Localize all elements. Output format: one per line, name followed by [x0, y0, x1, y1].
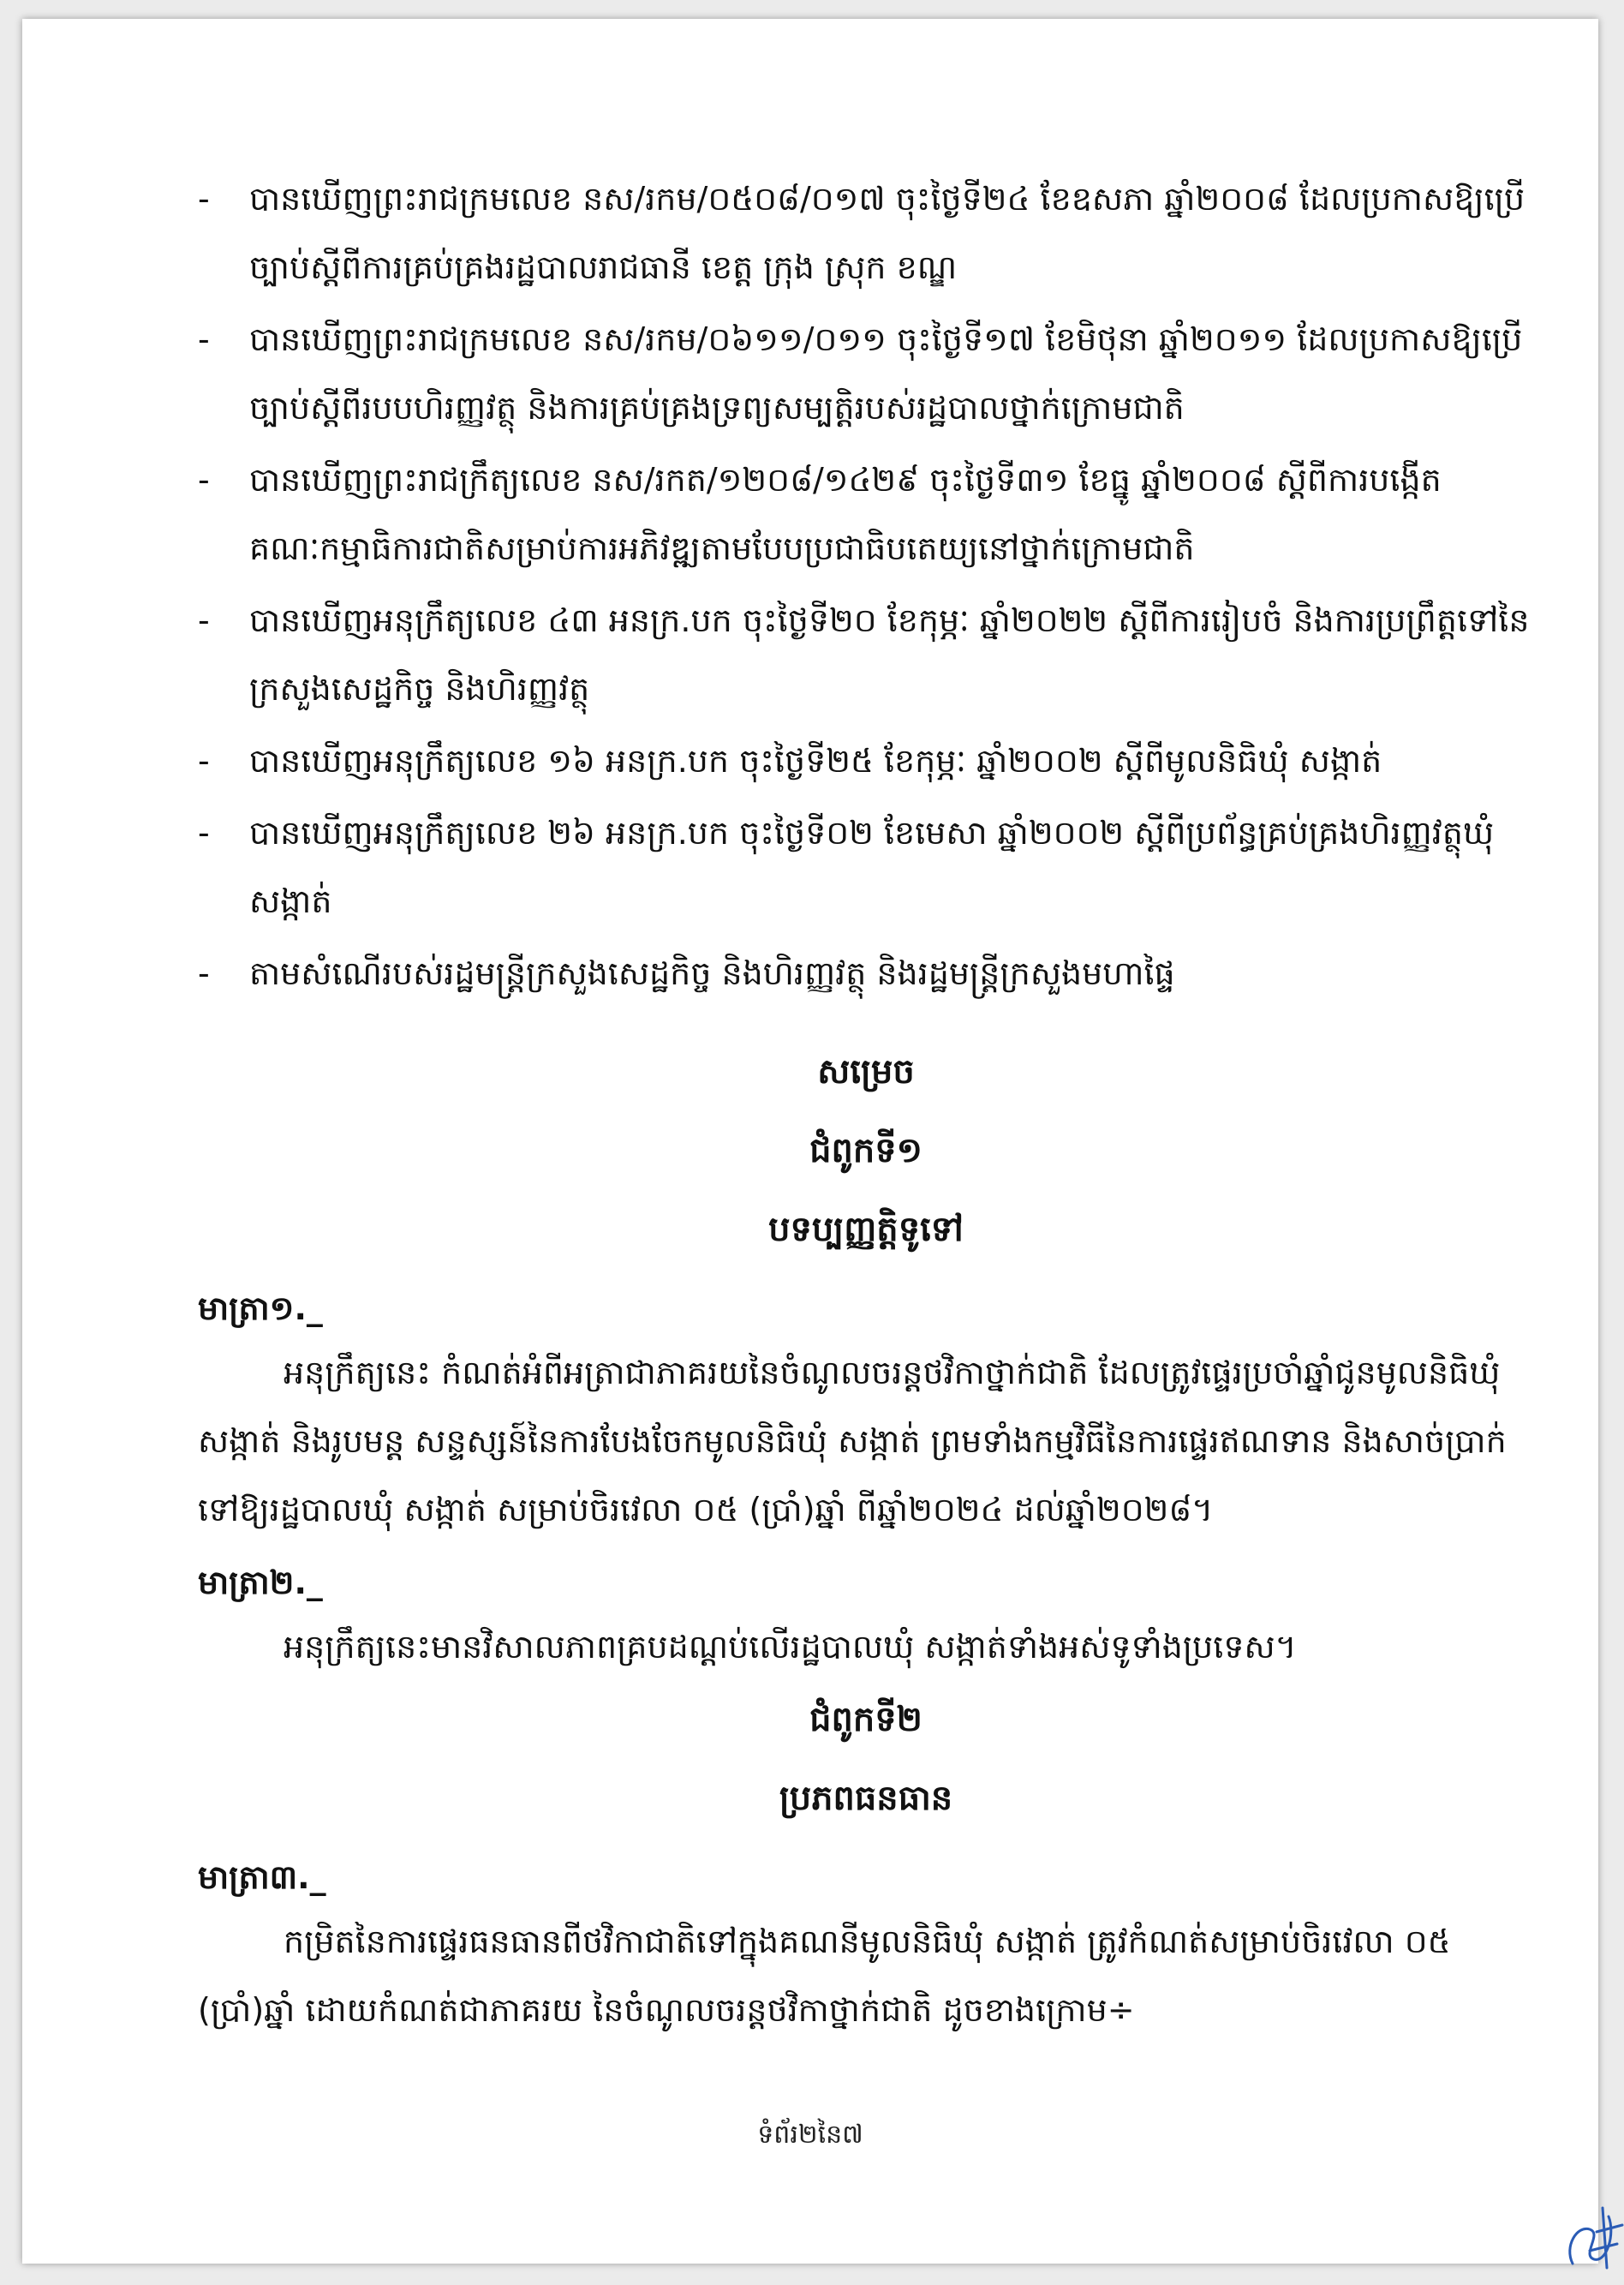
bullet-marker: - — [198, 180, 210, 218]
chapter2-subtitle: ប្រភពធនធាន — [779, 1779, 953, 1818]
citation-text: បានឃើញព្រះរាជក្រមលេខ នស/រកម/០៦១១/០១១ ចុះថ្ងៃទី១៧ ខែមិថុនា ឆ្នាំ២០១១ ដែលប្រកាសឱ្យប្រើច្បាប់ស្តីពីរបបហិរញ្ញវត្ថុ និងការគ្រប់គ្រងទ្រព្យសម្បត្តិរបស់រដ្ឋបាលថ្នាក់ក្រោមជាតិ — [249, 320, 1523, 427]
citation-item — [198, 586, 1534, 723]
bullet-marker: - — [198, 814, 210, 852]
signature-initials — [1555, 2199, 1624, 2276]
citation-text: បានឃើញព្រះរាជក្រមលេខ នស/រកម/០៥០៨/០១៧ ចុះថ្ងៃទី២៤ ខែឧសភា ឆ្នាំ២០០៨ ដែលប្រកាសឱ្យប្រើច្បាប់ស្តីពីការគ្រប់គ្រងរដ្ឋបាលរាជធានី ខេត្ត ក្រុង ស្រុក ខណ្ឌ — [249, 180, 1525, 286]
bullet-marker: - — [198, 320, 210, 358]
article1-text: អនុក្រឹត្យនេះ កំណត់អំពីអត្រាជាភាគរយនៃចំណូលចរន្តថវិកាថ្នាក់ជាតិ ដែលត្រូវផ្ទេរប្រចាំឆ្នាំជូនមូលនិធិឃុំ សង្កាត់ និងរូបមន្ត សន្ទស្សន៍នៃការបែងចែកមូលនិធិឃុំ សង្កាត់ ព្រមទាំងកម្មវិធីនៃការផ្ទេរឥណទាន និងសាច់ប្រាក់ទៅឱ្យរដ្ឋបាលឃុំ សង្កាត់ សម្រាប់ចិរវេលា ០៥ (ប្រាំ)ឆ្នាំ ពីឆ្នាំ២០២៤ ដល់ឆ្នាំ២០២៨។ — [198, 1354, 1507, 1528]
citation-item — [198, 164, 1534, 302]
citation-text: បានឃើញព្រះរាជក្រឹត្យលេខ នស/រកត/១២០៨/១៤២៩ ចុះថ្ងៃទី៣១ ខែធ្នូ ឆ្នាំ២០០៨ ស្តីពីការបង្កើតគណៈកម្មាធិការជាតិសម្រាប់ការអភិវឌ្ឍតាមបែបប្រជាធិបតេយ្យនៅថ្នាក់ក្រោមជាតិ — [249, 461, 1442, 567]
citation-item — [198, 446, 1534, 583]
decision-heading: សម្រេច — [817, 1052, 915, 1092]
bullet-marker: - — [198, 954, 210, 992]
citation-item — [198, 939, 1534, 1008]
citation-text: បានឃើញអនុក្រឹត្យលេខ ២៦ អនក្រ.បក ចុះថ្ងៃទី០២ ខែមេសា ឆ្នាំ២០០២ ស្តីពីប្រព័ន្ធគ្រប់គ្រងហិរញ្ញវត្ថុឃុំ សង្កាត់ — [249, 814, 1495, 920]
bullet-marker: - — [198, 742, 210, 780]
bullet-marker: - — [198, 601, 210, 639]
document-body — [198, 164, 1534, 2053]
chapter1-title: ជំពូកទី១ — [809, 1131, 922, 1170]
citation-text: បានឃើញអនុក្រឹត្យលេខ ១៦ អនក្រ.បក ចុះថ្ងៃទី២៥ ខែកុម្ភៈ ឆ្នាំ២០០២ ស្តីពីមូលនិធិឃុំ សង្កាត់ — [249, 742, 1382, 780]
citation-text: បានឃើញអនុក្រឹត្យលេខ ៤៣ អនក្រ.បក ចុះថ្ងៃទី២០ ខែកុម្ភៈ ឆ្នាំ២០២២ ស្តីពីការរៀបចំ និងការប្រព្រឹត្តទៅនៃក្រសួងសេដ្ឋកិច្ច និងហិរញ្ញវត្ថុ — [249, 601, 1530, 708]
citation-text: តាមសំណើរបស់រដ្ឋមន្ត្រីក្រសួងសេដ្ឋកិច្ច និងហិរញ្ញវត្ថុ និងរដ្ឋមន្ត្រីក្រសួងមហាផ្ទៃ — [249, 954, 1175, 992]
citation-item — [198, 727, 1534, 795]
article3-text: កម្រិតនៃការផ្ទេរធនធានពីថវិកាជាតិទៅក្នុងគណនីមូលនិធិឃុំ សង្កាត់ ត្រូវកំណត់សម្រាប់ចិរវេលា ០៥ (ប្រាំ)ឆ្នាំ ដោយកំណត់ជាភាគរយ នៃចំណូលចរន្តថវិកាថ្នាក់ជាតិ ដូចខាងក្រោម÷ — [198, 1923, 1451, 2029]
bullet-marker: - — [198, 461, 210, 499]
citation-item — [198, 799, 1534, 936]
article2-label: មាត្រា២._ — [198, 1564, 323, 1601]
chapter1-subtitle: បទប្បញ្ញត្តិទូទៅ — [768, 1210, 964, 1249]
chapter2-title: ជំពូកទី២ — [809, 1700, 922, 1739]
article3-label: មាត្រា៣._ — [198, 1858, 326, 1896]
page-number: ទំព័រ២នៃ៧ — [757, 2120, 863, 2150]
article2-text: អនុក្រឹត្យនេះមានវិសាលភាពគ្របដណ្តប់លើរដ្ឋបាលឃុំ សង្កាត់ទាំងអស់ទូទាំងប្រទេស។ — [284, 1628, 1297, 1666]
citations-list — [198, 164, 1534, 1008]
document-page — [22, 19, 1598, 2264]
article1-label: មាត្រា១._ — [198, 1289, 323, 1327]
citation-item — [198, 305, 1534, 442]
